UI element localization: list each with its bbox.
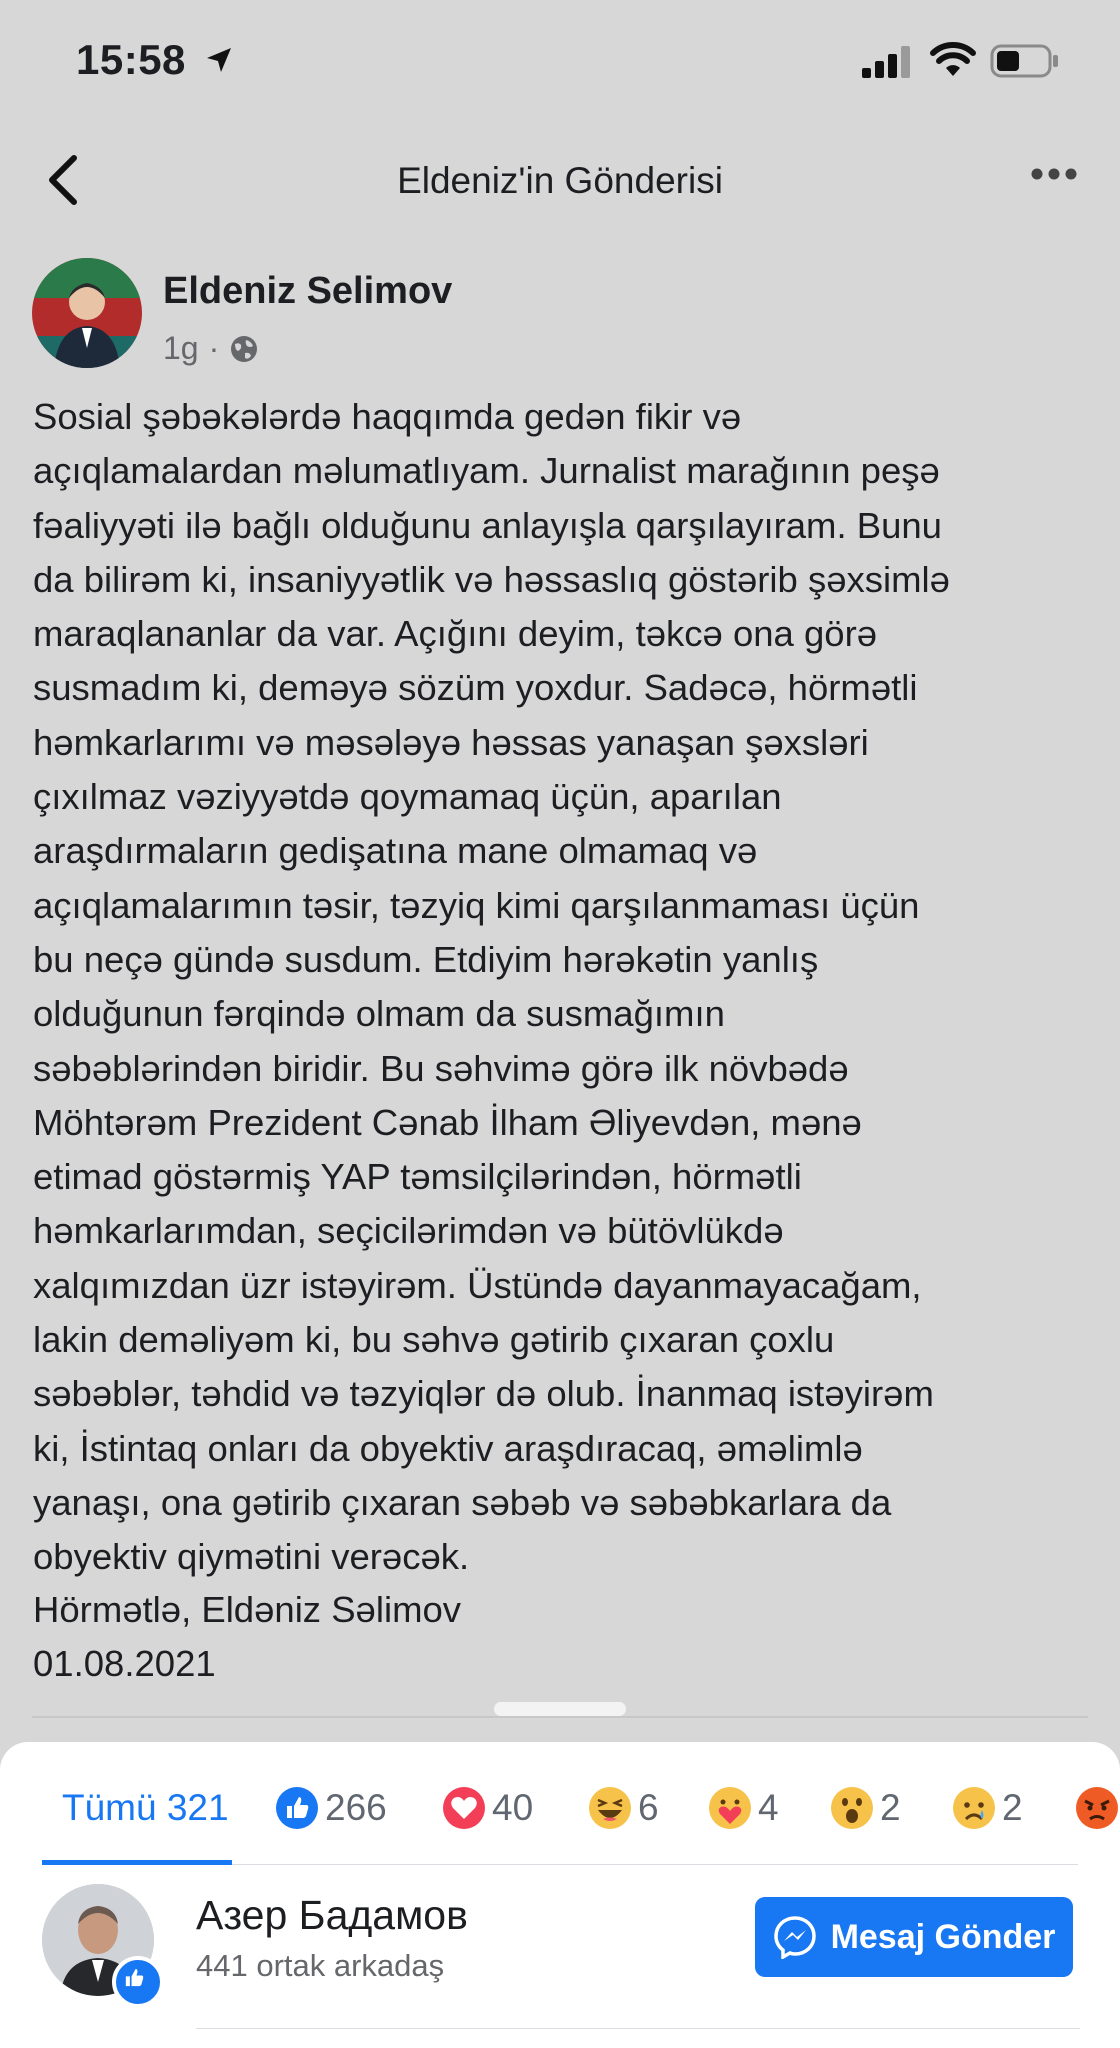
wow-count: 2 xyxy=(880,1787,901,1828)
more-options-icon[interactable] xyxy=(1030,166,1078,182)
mutual-friends: 441 ortak arkadaş xyxy=(196,1948,445,1983)
tab-care[interactable] xyxy=(708,1778,779,1838)
reaction-tabs xyxy=(0,1770,1120,1860)
sad-count: 2 xyxy=(1002,1787,1023,1828)
tab-all-reactions[interactable]: Tümü 321 xyxy=(62,1787,229,1828)
post-text: Sosial şəbəkələrdə haqqımda gedən fikir və açıqlamalardan məlumatlıyam. Jurnalist marağının peşə fəaliyyəti ilə bağlı olduğunu anlayışla qarşılayıram. Bunu da bilirəm ki, insaniyyətlik və həssaslıq göstərib şəxsimlə maraqlananlar da var. Açığını deyim, təkcə ona görə susmadım ki, deməyə sözüm yoxdur. Sadəcə, hörmətli həmkarlarımı və məsələyə həssas yanaşan şəxsləri çıxılmaz vəziyyətdə qoymamaq üçün, aparılan araşdırmaların gedişatına mane olmamaq və açıqlamalarımın təsir, təzyiq kimi qarşılanmaması üçün bu neçə gündə susdum. Etdiyim hərəkətin yanlış olduğunun fərqində olmam da susmağımın səbəblərindən biridir. Bu səhvimə görə ilk növbədə Möhtərəm Prezident Cənab İlham Əliyevdən, mənə etimad göstərmiş YAP təmsilçilərindən, hörmətli həmkarlarımdan, seçicilərimdən və bütövlükdə xalqımızdan üzr istəyirəm. Üstündə dayanmayacağam, lakin deməliyəm ki, bu səhvə gətirib çıxaran çoxlu səbəblər, təhdid və təzyiqlər də olub. İnanmaq istəyirəm ki, İstintaq onları da obyektiv araşdıracaq, əməlimlə yanaşı, ona gətirib çıxaran səbəb və səbəbkarlara da obyektiv qiymətini verəcək. xyxy=(33,396,950,1578)
wow-icon xyxy=(830,1786,874,1830)
angry-icon xyxy=(1075,1786,1119,1830)
author-avatar[interactable] xyxy=(32,258,142,368)
wifi-icon xyxy=(930,42,976,78)
battery-icon xyxy=(990,42,1060,80)
tab-angry[interactable] xyxy=(1075,1778,1120,1838)
love-icon xyxy=(442,1786,486,1830)
send-message-label: Mesaj Gönder xyxy=(830,1917,1056,1956)
post-time: 1g xyxy=(163,330,199,366)
list-divider xyxy=(196,2028,1080,2029)
tab-love[interactable] xyxy=(442,1778,533,1838)
reactor-name[interactable]: Азер Бадамов xyxy=(196,1892,468,1938)
post-meta xyxy=(163,330,259,367)
sad-icon xyxy=(952,1786,996,1830)
like-badge-icon xyxy=(116,1960,152,1996)
haha-icon xyxy=(588,1786,632,1830)
tab-wow[interactable] xyxy=(830,1778,901,1838)
haha-count: 6 xyxy=(638,1787,659,1828)
location-arrow-icon xyxy=(205,46,233,74)
like-count: 266 xyxy=(325,1787,387,1828)
like-icon xyxy=(275,1786,319,1830)
post-header xyxy=(0,140,1120,220)
send-message-button[interactable] xyxy=(755,1897,1073,1977)
page-title: Eldeniz'in Gönderisi xyxy=(397,160,723,201)
cell-signal-icon xyxy=(862,46,914,78)
reactor-like-badge xyxy=(112,1956,164,2008)
care-icon xyxy=(708,1786,752,1830)
sheet-grabber[interactable] xyxy=(494,1702,626,1716)
divider xyxy=(32,1716,1088,1718)
reactions-sheet xyxy=(0,1742,1120,2048)
post-signature: Hörmətlə, Eldəniz Səlimov xyxy=(33,1589,462,1630)
author-name[interactable]: Eldeniz Selimov xyxy=(163,270,453,312)
status-bar xyxy=(0,0,1120,120)
active-tab-indicator xyxy=(42,1860,232,1865)
tab-haha[interactable] xyxy=(588,1778,659,1838)
care-count: 4 xyxy=(758,1787,779,1828)
tab-sad[interactable] xyxy=(952,1778,1023,1838)
love-count: 40 xyxy=(492,1787,534,1828)
globe-icon xyxy=(229,334,259,364)
messenger-icon xyxy=(773,1915,817,1959)
post-date: 01.08.2021 xyxy=(33,1643,216,1684)
meta-separator: · xyxy=(208,330,220,366)
tab-like[interactable] xyxy=(275,1778,387,1838)
status-time: 15:58 xyxy=(76,36,186,83)
